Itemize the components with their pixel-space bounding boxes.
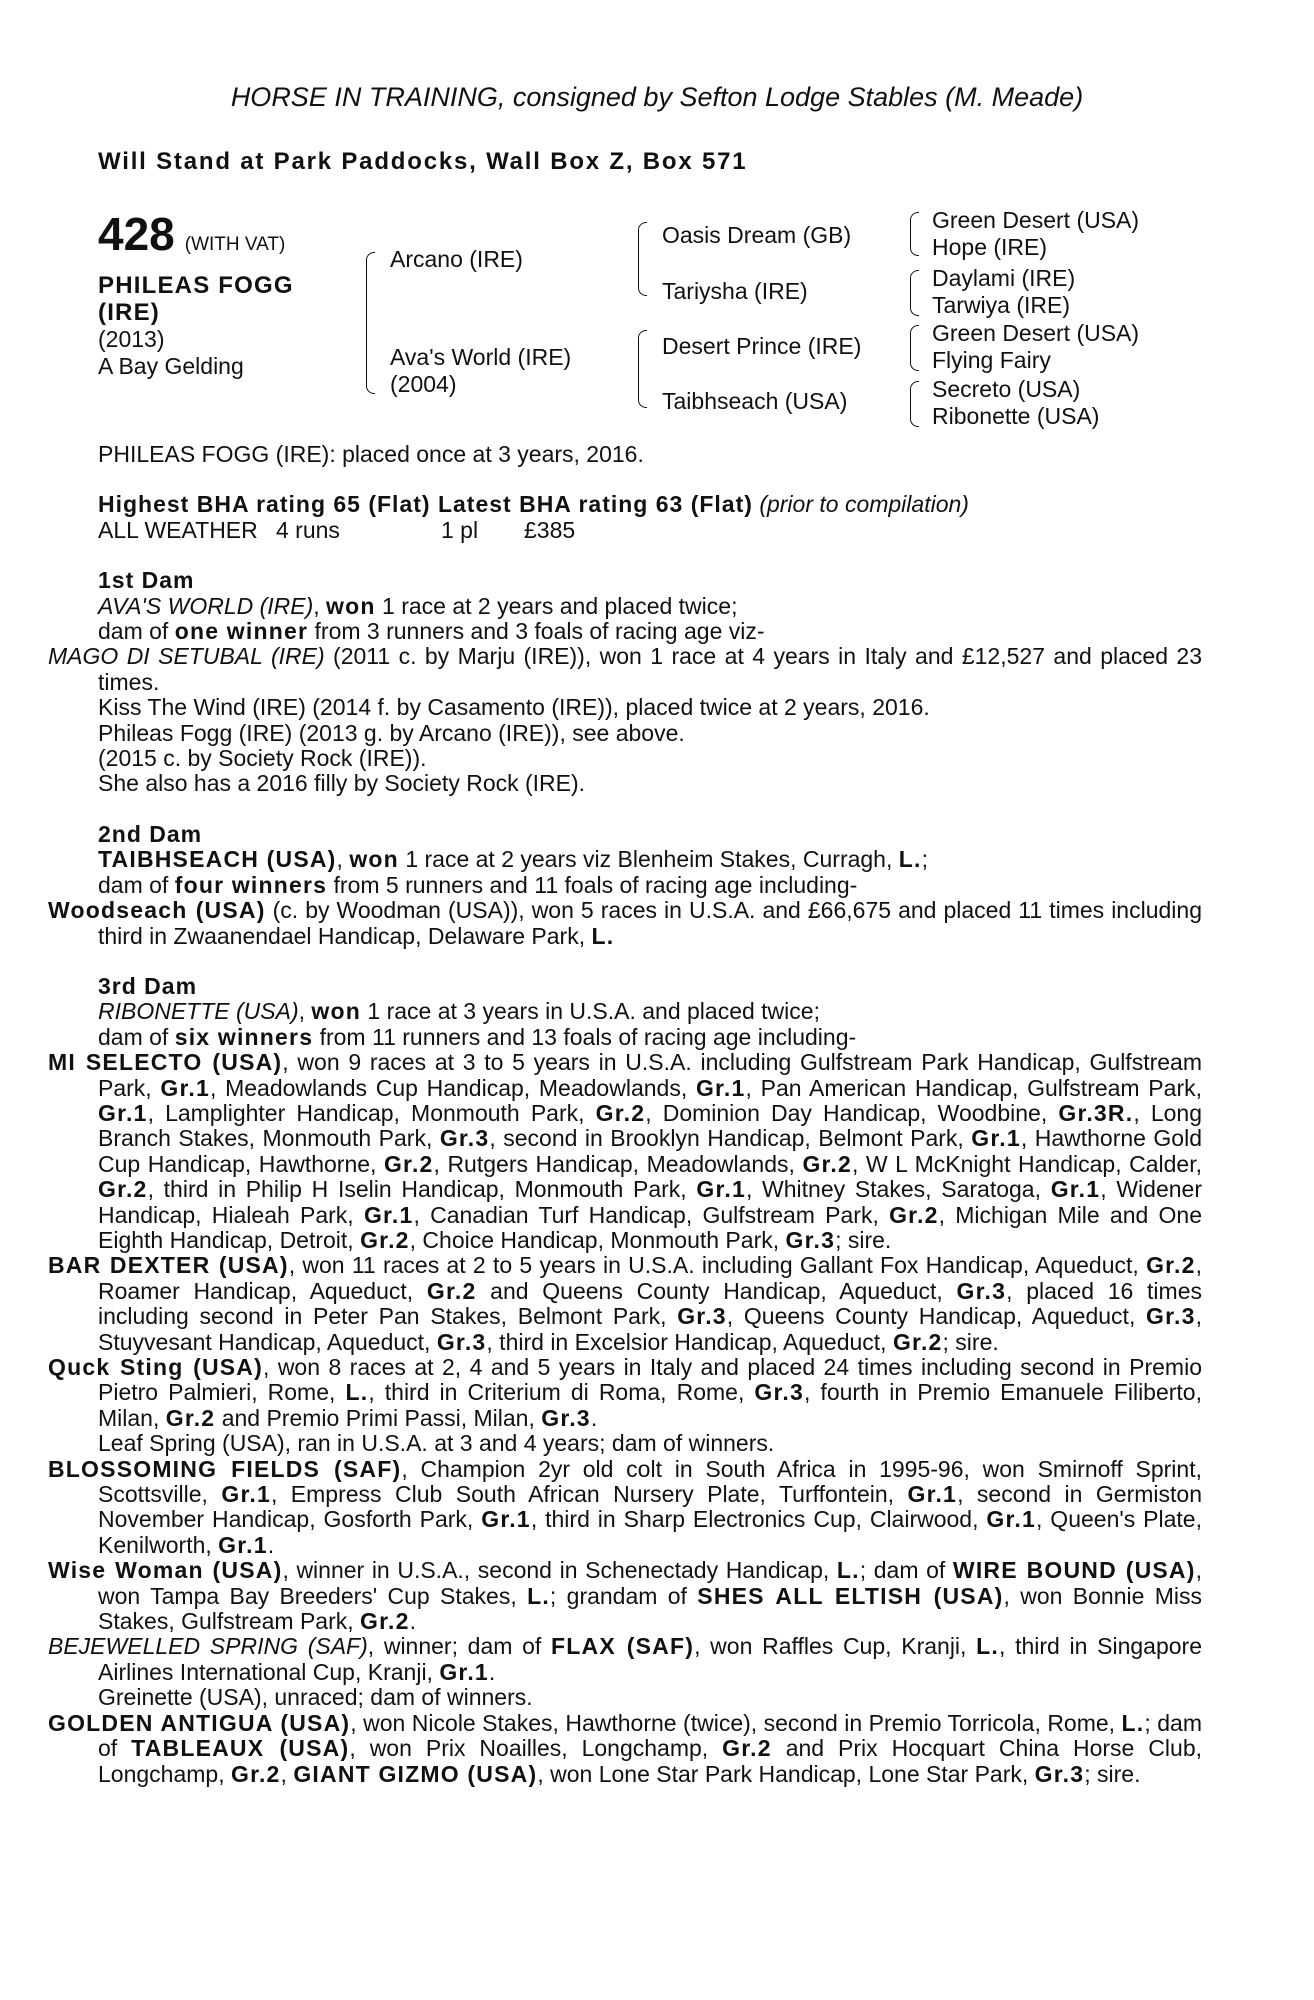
race-grade: L. (345, 1379, 369, 1406)
text-run: , won Tampa Bay Breeders' Cup Stakes, (98, 1557, 1202, 1609)
text-run: ; grandam of (549, 1582, 698, 1609)
won-label: won (311, 998, 361, 1025)
pedigree-dam-sire: Desert Prince (IRE) (662, 333, 862, 359)
text-run: , won 11 races at 2 to 5 years in U.S.A. including Gallant Fox Handicap, Aqueduct, (288, 1252, 1147, 1279)
foal-entry (48, 643, 1202, 695)
pedigree-g5: Green Desert (USA) (932, 320, 1140, 346)
won-label: won (349, 846, 399, 873)
race-grade: Gr.1 (439, 1658, 489, 1685)
pedigree-brace (910, 381, 919, 427)
race-grade: Gr.2 (722, 1735, 772, 1762)
foal-name: MI SELECTO (USA) (48, 1049, 283, 1076)
first-dam-heading: 1st Dam (98, 567, 195, 594)
pedigree-g7: Secreto (USA) (932, 376, 1081, 402)
foal-entry: (2015 c. by Society Rock (IRE)). (98, 745, 427, 772)
text-run: , Widener Handicap, Hialeah Park, (98, 1176, 1202, 1228)
race-grade: L. (527, 1582, 550, 1609)
foal-entry (48, 1049, 1203, 1253)
text-run: , Choice Handicap, Monmouth Park, (409, 1226, 786, 1253)
text-run: , Roamer Handicap, Aqueduct, (98, 1252, 1203, 1304)
race-grade: Gr.1 (98, 1099, 148, 1126)
race-grade: Gr.1 (971, 1125, 1021, 1152)
race-grade: Gr.3 (436, 1328, 487, 1355)
text-run: ; sire. (1084, 1760, 1141, 1787)
lot-info (98, 210, 348, 380)
stand-location: Will Stand at Park Paddocks, Wall Box Z, Box 571 (98, 148, 748, 175)
third-dam-heading: 3rd Dam (98, 972, 198, 999)
race-grade: Gr.3R. (1058, 1099, 1134, 1126)
text-run: , Queens County Handicap, Aqueduct, (726, 1303, 1147, 1330)
race-grade: Gr.3 (785, 1226, 836, 1253)
text-run: , Lamplighter Handicap, Monmouth Park, (147, 1099, 596, 1126)
text-run: . (590, 1404, 598, 1431)
text-run: , won 8 races at 2, 4 and 5 years in Italy and placed 24 times including second in Premio Pietro Palmieri, Rome, (98, 1354, 1202, 1406)
foal-name: GOLDEN ANTIGUA (USA) (48, 1709, 351, 1736)
race-grade: Gr.2 (383, 1150, 434, 1177)
catalogue-body (48, 441, 1203, 1787)
text-run: , third in Excelsior Handicap, Aqueduct, (486, 1328, 893, 1355)
pedigree-sire-dam: Tariysha (IRE) (662, 278, 808, 304)
text-run: , Queen's Plate, Kenilworth, (98, 1506, 1202, 1558)
winners-count: six winners (174, 1023, 314, 1050)
vat-label: (WITH VAT) (184, 234, 286, 255)
text-run: , won 9 races at 3 to 5 years in U.S.A. including Gulfstream Park Handicap, Gulfstream Park, (98, 1049, 1202, 1101)
text-run: , Michigan Mile and One Eighth Handicap, Detroit, (98, 1201, 1203, 1253)
foal-entry (48, 897, 1202, 949)
race-grade: Gr.2 (426, 1277, 477, 1304)
dam-of-label: dam of (98, 871, 169, 898)
foal-entry: Phileas Fogg (IRE) (2013 g. by Arcano (IRE)), see above. (98, 719, 685, 746)
winner-name: SHES ALL ELTISH (USA) (697, 1582, 1004, 1609)
text-run: , won Lone Star Park Handicap, Lone Star Park, (537, 1760, 1035, 1787)
second-dam-name: TAIBHSEACH (USA) (98, 846, 337, 873)
lot-number: 428 (98, 208, 175, 260)
page-title: HORSE IN TRAINING, consigned by Sefton Lodge Stables (M. Meade) (230, 82, 1084, 112)
race-grade: Gr.2 (892, 1328, 943, 1355)
text-run: , placed 16 times including second in Peter Pan Stakes, Belmont Park, (98, 1277, 1202, 1330)
race-grade: Gr.1 (1050, 1176, 1101, 1203)
text-run: , won Prix Noailles, Longchamp, (349, 1735, 723, 1762)
text-run: , Long Branch Stakes, Monmouth Park, (98, 1099, 1203, 1152)
foal-name: Wise Woman (USA) (48, 1557, 283, 1584)
foal-name: BEJEWELLED SPRING (SAF) (48, 1633, 368, 1660)
text-run: , Hawthorne Gold Cup Handicap, Hawthorne, (98, 1125, 1202, 1177)
race-grade: L. (836, 1557, 860, 1584)
race-grade: Gr.1 (481, 1506, 531, 1533)
race-grade: L. (976, 1633, 999, 1660)
third-dam-record-text: 1 race at 3 years in U.S.A. and placed twice; (367, 998, 820, 1025)
text-run: , Champion 2yr old colt in South Africa in 1995-96, won Smirnoff Sprint, Scottsville, (98, 1455, 1202, 1508)
text-run: , Empress Club South African Nursery Plate, Turffontein, (270, 1481, 908, 1508)
aw-placed: 1 pl (441, 516, 479, 543)
foal-name: BAR DEXTER (USA) (48, 1252, 289, 1279)
text-run: , winner in U.S.A., second in Schenectady Handicap, (282, 1557, 837, 1584)
foal-name: Quck Sting (USA) (48, 1354, 263, 1380)
rating-text: Highest BHA rating 65 (Flat) Latest BHA rating 63 (Flat) (98, 491, 753, 518)
text-run: , Dominion Day Handicap, Woodbine, (645, 1099, 1059, 1126)
pedigree-g8: Ribonette (USA) (932, 403, 1100, 429)
pedigree-dam-year: (2004) (390, 371, 457, 397)
text-run: , third in Criterium di Roma, Rome, (368, 1379, 755, 1406)
dam-of-text: from 11 runners and 13 foals of racing age including- (319, 1023, 857, 1050)
text-run: , Rutgers Handicap, Meadowlands, (433, 1150, 803, 1177)
pedigree-dam: Ava's World (IRE) (390, 344, 572, 370)
text-run: ; dam of (98, 1709, 1202, 1762)
first-dam-name: AVA'S WORLD (IRE) (98, 592, 314, 619)
foal-entry: Leaf Spring (USA), ran in U.S.A. at 3 and 4 years; dam of winners. (98, 1430, 775, 1457)
race-grade: Gr.2 (802, 1150, 852, 1177)
rating-line (98, 492, 1202, 517)
dam-of-label: dam of (98, 1023, 169, 1050)
all-weather-line (98, 518, 1202, 543)
second-dam-heading: 2nd Dam (98, 820, 203, 847)
race-grade: Gr.3 (439, 1125, 490, 1152)
winners-count: one winner (174, 618, 309, 645)
race-grade: L. (1121, 1709, 1145, 1736)
text-run: , W L McKnight Handicap, Calder, (852, 1150, 1202, 1177)
foal-entry (48, 1354, 1202, 1431)
winner-name: WIRE BOUND (USA) (952, 1557, 1196, 1584)
text-run: and Queens County Handicap, Aqueduct, (476, 1277, 957, 1304)
text-run: , Pan American Handicap, Gulfstream Park, (745, 1074, 1202, 1101)
text-run: , won Nicole Stakes, Hawthorne (twice), second in Premio Torricola, Rome, (350, 1709, 1122, 1736)
race-grade: Gr.2 (230, 1760, 281, 1787)
horse-country: (IRE) (98, 299, 160, 326)
aw-label: ALL WEATHER (98, 516, 258, 543)
text-run: , third in Singapore Airlines International Cup, Kranji, (98, 1633, 1202, 1685)
pedigree-brace (910, 325, 919, 371)
race-grade: Gr.1 (218, 1531, 268, 1558)
placed-summary: PHILEAS FOGG (IRE): placed once at 3 years, 2016. (98, 441, 644, 467)
pedigree-dam-dam: Taibhseach (USA) (662, 388, 848, 414)
first-dam-record: AVA'S WORLD (IRE), won 1 race at 2 years and placed twice; (98, 592, 738, 619)
race-grade: Gr.1 (160, 1074, 210, 1101)
text-run: , Stuyvesant Handicap, Aqueduct, (98, 1303, 1202, 1355)
foal-name: MAGO DI SETUBAL (IRE) (48, 643, 325, 670)
third-dam-produce (98, 1025, 1202, 1050)
text-run: , (280, 1760, 294, 1787)
race-grade: Gr.2 (889, 1201, 939, 1228)
text-run: . (409, 1608, 416, 1635)
text-run: and Premio Primi Passi, Milan, (215, 1404, 542, 1431)
aw-runs: 4 runs (276, 516, 340, 543)
pedigree-brace (910, 212, 919, 256)
pedigree-brace (638, 330, 647, 408)
pedigree-brace (366, 252, 375, 394)
first-dam-record-text: 1 race at 2 years and placed twice; (382, 592, 738, 619)
race-grade: Gr.2 (98, 1176, 148, 1203)
race-grade: Gr.2 (360, 1226, 410, 1253)
pedigree-g3: Daylami (IRE) (932, 265, 1076, 291)
winner-name: GIANT GIZMO (USA) (293, 1760, 538, 1787)
race-grade: Gr.3 (754, 1379, 804, 1406)
text-run: . (488, 1658, 496, 1685)
text-run: and Prix Hocquart China Horse Club, Longchamp, (98, 1735, 1202, 1787)
text-run: , second in Brooklyn Handicap, Belmont Park, (489, 1125, 972, 1152)
second-dam-record-text: 1 race at 2 years viz Blenheim Stakes, Curragh, (405, 846, 893, 873)
foal-name: Woodseach (USA) (48, 897, 266, 924)
pedigree-sire: Arcano (IRE) (390, 246, 523, 272)
text-run: , third in Philip H Iselin Handicap, Monmouth Park, (147, 1176, 697, 1203)
grandchild-entry (48, 1709, 1202, 1787)
first-dam-note: She also has a 2016 filly by Society Rock (IRE). (98, 770, 586, 797)
pedigree-g4: Tarwiya (IRE) (932, 292, 1071, 318)
race-grade: Gr.1 (696, 1176, 746, 1203)
race-grade: Gr.1 (221, 1481, 271, 1508)
race-grade: Gr.2 (595, 1099, 646, 1126)
third-dam-record: RIBONETTE (USA), won 1 race at 3 years in U.S.A. and placed twice; (98, 998, 820, 1025)
pedigree-brace (910, 270, 919, 316)
grandchild-entry (48, 1455, 1202, 1559)
dam-of-text: from 5 runners and 11 foals of racing age including- (333, 871, 858, 898)
text-run: ; dam of (859, 1557, 953, 1584)
grandchild-entry (48, 1557, 1202, 1635)
pedigree-g1: Green Desert (USA) (932, 207, 1140, 233)
race-grade: Gr.3 (956, 1277, 1007, 1304)
race-grade: Gr.1 (363, 1201, 414, 1228)
horse-name: PHILEAS FOGG (98, 272, 294, 299)
foal-entry: Kiss The Wind (IRE) (2014 f. by Casamento (IRE)), placed twice at 2 years, 2016. (98, 694, 930, 721)
pedigree-brace (638, 222, 647, 296)
text-run: ; sire. (942, 1328, 999, 1355)
race-grade: Gr.3 (541, 1404, 591, 1431)
text-run: , second in Germiston November Handicap, Gosforth Park, (98, 1481, 1202, 1533)
text-run: , won Bonnie Miss Stakes, Gulfstream Park, (98, 1582, 1202, 1635)
winner-name: FLAX (SAF) (551, 1633, 695, 1660)
foal-text: (2011 c. by Marju (IRE)), won 1 race at 4 years in Italy and £12,527 and placed 23 times. (98, 643, 1202, 695)
horse-year: (2013) (98, 326, 165, 352)
dam-of-text: from 3 runners and 3 foals of racing age viz- (314, 618, 765, 645)
horse-description: A Bay Gelding (98, 353, 244, 379)
grandchild-entry (48, 1633, 1202, 1685)
race-grade: Gr.1 (986, 1506, 1036, 1533)
rating-note: (prior to compilation) (759, 491, 969, 518)
pedigree-g2: Hope (IRE) (932, 234, 1048, 260)
race-grade: L. (591, 922, 615, 949)
third-dam-name: RIBONETTE (USA) (98, 998, 299, 1025)
second-dam-produce (98, 873, 1202, 898)
foal-entry (48, 1252, 1203, 1355)
race-grade: Gr.3 (677, 1303, 727, 1330)
text-run: , fourth in Premio Emanuele Filiberto, Milan, (98, 1379, 1202, 1431)
text-run: . (267, 1531, 275, 1558)
foal-name: BLOSSOMING FIELDS (SAF) (48, 1455, 402, 1482)
foal-entry: Greinette (USA), unraced; dam of winners. (98, 1684, 533, 1711)
text-run: , Whitney Stakes, Saratoga, (745, 1176, 1051, 1203)
race-grade: Gr.3 (1034, 1760, 1085, 1787)
pedigree-sire-sire: Oasis Dream (GB) (662, 222, 852, 248)
won-label: won (326, 592, 376, 619)
race-grade: L. (898, 846, 922, 873)
race-grade: Gr.2 (165, 1404, 216, 1431)
winner-name: TABLEAUX (USA) (131, 1735, 350, 1762)
lot-number-line (98, 210, 348, 258)
first-dam-produce (98, 619, 1202, 644)
text-run: , won Raffles Cup, Kranji, (694, 1633, 977, 1660)
text-run: , third in Sharp Electronics Cup, Clairwood, (530, 1506, 987, 1533)
text-run: , winner; dam of (367, 1633, 552, 1660)
second-dam-record: TAIBHSEACH (USA), won 1 race at 2 years viz Blenheim Stakes, Curragh, L.; (98, 846, 928, 873)
pedigree-g6: Flying Fairy (932, 347, 1051, 373)
text-run: ; sire. (835, 1226, 892, 1253)
text-run: , Meadowlands Cup Handicap, Meadowlands, (209, 1074, 696, 1101)
race-grade: Gr.1 (907, 1481, 958, 1508)
race-grade: Gr.3 (1146, 1303, 1196, 1330)
winners-count: four winners (174, 871, 328, 898)
race-grade: Gr.2 (360, 1608, 410, 1635)
foal-text: (c. by Woodman (USA)), won 5 races in U.S.A. and £66,675 and placed 11 times including third in Zwaanendael Handicap, Delaware Park, (98, 897, 1202, 949)
dam-of-label: dam of (98, 618, 169, 645)
aw-prize: £385 (524, 516, 576, 543)
race-grade: Gr.2 (1146, 1252, 1196, 1279)
text-run: , Canadian Turf Handicap, Gulfstream Park, (413, 1201, 890, 1228)
race-grade: Gr.1 (695, 1074, 746, 1101)
